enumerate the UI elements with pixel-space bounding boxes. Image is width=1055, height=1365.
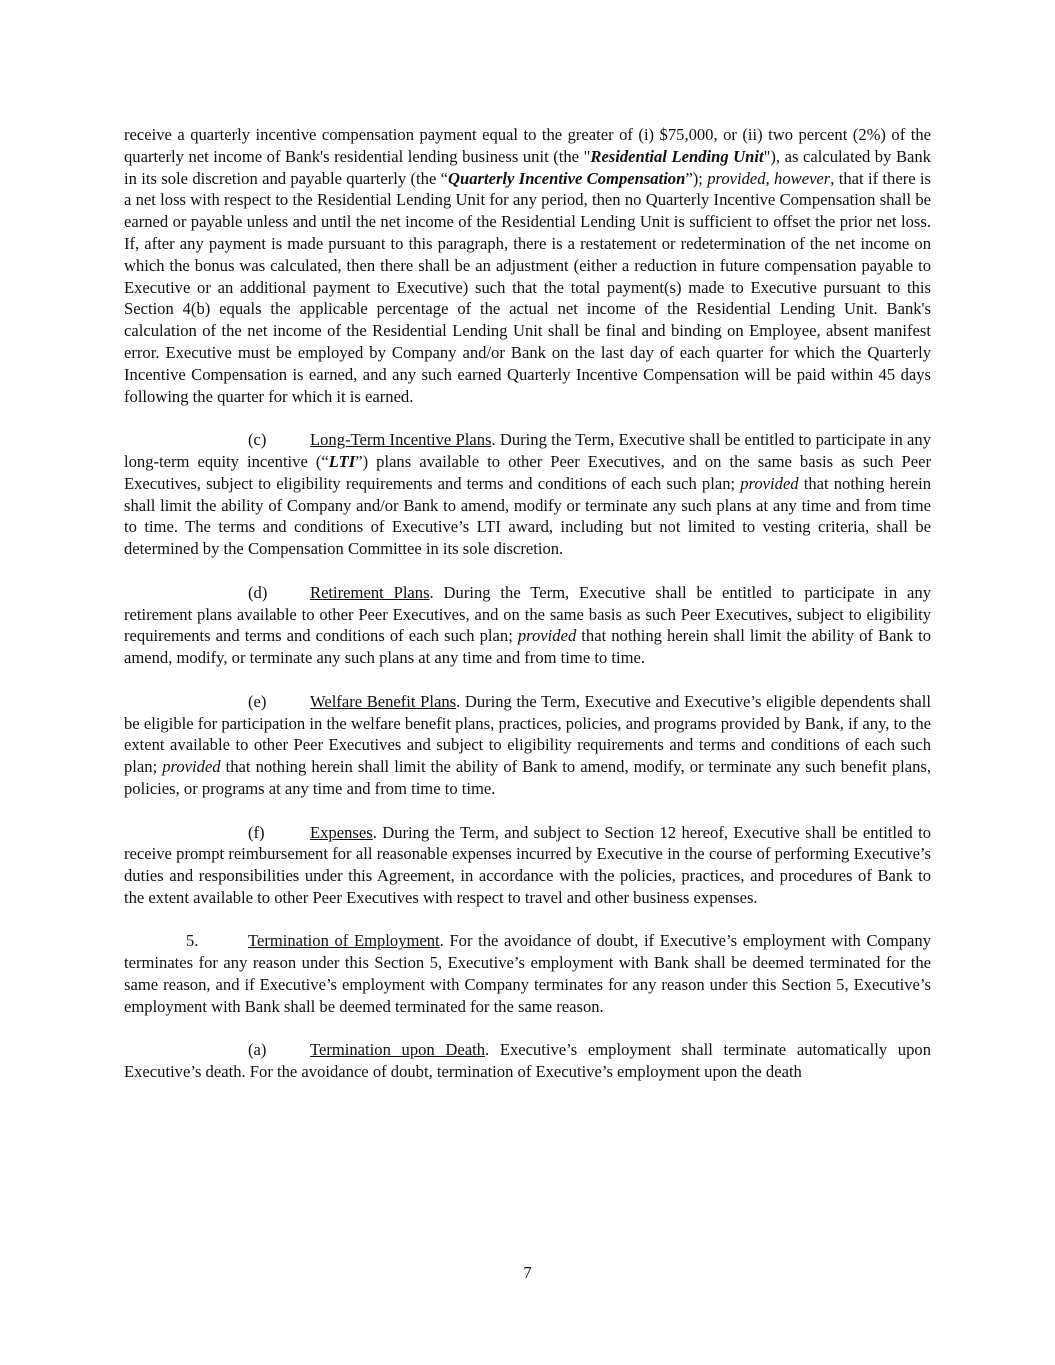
paragraph-5a — [124, 1039, 931, 1083]
text-run: "), as calculated by Bank in its sole discretion and payable quarterly (the “ — [124, 146, 931, 188]
defined-term-lti: LTI — [328, 451, 356, 471]
defined-term-residential-lending-unit: Residential Lending Unit — [590, 146, 764, 166]
clause-number: (e) — [248, 691, 267, 711]
document-page — [124, 124, 931, 1105]
paragraph-4d — [124, 582, 931, 669]
clause-heading: Retirement Plans — [310, 582, 430, 602]
clause-number: (f) — [248, 822, 265, 842]
italic-provided-however: provided, however — [707, 168, 831, 188]
clause-heading: Termination upon Death — [310, 1040, 485, 1060]
section-number: 5. — [186, 931, 199, 951]
text-run: that nothing herein shall limit the ability of Bank to amend, modify, or terminate any such plans at any time and from time to time. — [124, 626, 931, 668]
page-number: 7 — [523, 1263, 532, 1282]
paragraph-4f — [124, 822, 931, 909]
italic-provided: provided — [517, 626, 577, 646]
text-run: that nothing herein shall limit the ability of Bank to amend, modify, or terminate any such benefit plans, policies, or programs at any time and from time to time. — [124, 757, 932, 798]
text-run: . During the Term, Executive shall be entitled to participate in any retirement plans available to other Peer Executives, and on the same basis as such Peer Executives, subject to eligibility requirements and terms and conditions of each such plan; — [124, 582, 931, 646]
paragraph-4b-continued — [124, 124, 931, 407]
text-run: , that if there is a net loss with respect to the Residential Lending Unit for any period, then no Quarterly Incentive Compensation shall be earned or payable unless and until the net income of the Residential Lending Unit is sufficient to offset the prior net loss. If, after any payment is made pursuant to this paragraph, there is a restatement or redetermination of the net income on which the bonus was calculated, then there shall be an adjustment (either a reduction in future compensation payable to Executive or an additional payment to Executive) such that the total payment(s) made to Executive pursuant to this Section 4(b) equals the applicable percentage of the actual net income of the Residential Lending Unit. Bank's calculation of the net income of the Residential Lending Unit shall be final and binding on Employee, absent manifest error. Executive must be employed by Company and/or Bank on the last day of each quarter for which the Quarterly Incentive Compensation is earned, and any such earned Quarterly Incentive Compensation will be paid within 45 days following the quarter for which it is earned. — [124, 168, 931, 406]
italic-provided: provided — [162, 757, 221, 777]
section-5 — [124, 930, 931, 1017]
text-run: . During the Term, Executive and Executive’s eligible dependents shall be eligible for participation in the welfare benefit plans, practices, policies, and programs provided by Bank, if any, to the extent available to other Peer Executives and subject to eligibility requirements and terms and conditions of each such plan; — [124, 691, 932, 777]
text-run: that nothing herein shall limit the ability of Company and/or Bank to amend, modify or terminate any such plans at any time and from time to time. The terms and conditions of Executive’s LTI award, including but not limited to vesting criteria, shall be determined by the Compensation Committee in its sole discretion. — [124, 473, 931, 559]
clause-heading: Long-Term Incentive Plans — [310, 430, 492, 450]
text-run: . Executive’s employment shall terminate automatically upon Executive’s death. For the avoidance of doubt, termination of Executive’s employment upon the death — [124, 1040, 931, 1082]
text-run: . During the Term, and subject to Section 12 hereof, Executive shall be entitled to receive prompt reimbursement for all reasonable expenses incurred by Executive in the course of performing Executive’s duties and responsibilities under this Agreement, in accordance with the policies, practices, and procedures of Bank to the extent available to other Peer Executives with respect to travel and other business expenses. — [124, 822, 931, 907]
text-run: . For the avoidance of doubt, if Executive’s employment with Company terminates for any reason under this Section 5, Executive’s employment with Bank shall be deemed terminated for the same reason, and if Executive’s employment with Company terminates for any reason under this Section 5, Executive’s employment with Bank shall be deemed terminated for the same reason. — [124, 931, 931, 1016]
section-heading: Termination of Employment — [248, 931, 440, 951]
clause-heading: Expenses — [310, 822, 373, 842]
text-run: . During the Term, Executive shall be entitled to participate in any long-term equity incentive (“ — [124, 430, 931, 471]
italic-provided: provided — [740, 473, 799, 493]
text-run: ”); — [685, 168, 708, 188]
paragraph-4c — [124, 429, 931, 560]
text-run: ”) plans available to other Peer Executives, and on the same basis as such Peer Executives, subject to eligibility requirements and terms and conditions of each such plan; — [124, 451, 931, 493]
clause-number: (c) — [248, 430, 267, 450]
paragraph-4e — [124, 691, 931, 800]
defined-term-quarterly-incentive-compensation: Quarterly Incentive Compensation — [448, 168, 686, 188]
clause-number: (a) — [248, 1040, 267, 1060]
text-run: receive a quarterly incentive compensation payment equal to the greater of (i) $75,000, or (ii) two percent (2%) of the quarterly net income of Bank's residential lending business unit (the " — [124, 125, 931, 166]
clause-heading: Welfare Benefit Plans — [310, 691, 457, 711]
clause-number: (d) — [248, 582, 268, 602]
